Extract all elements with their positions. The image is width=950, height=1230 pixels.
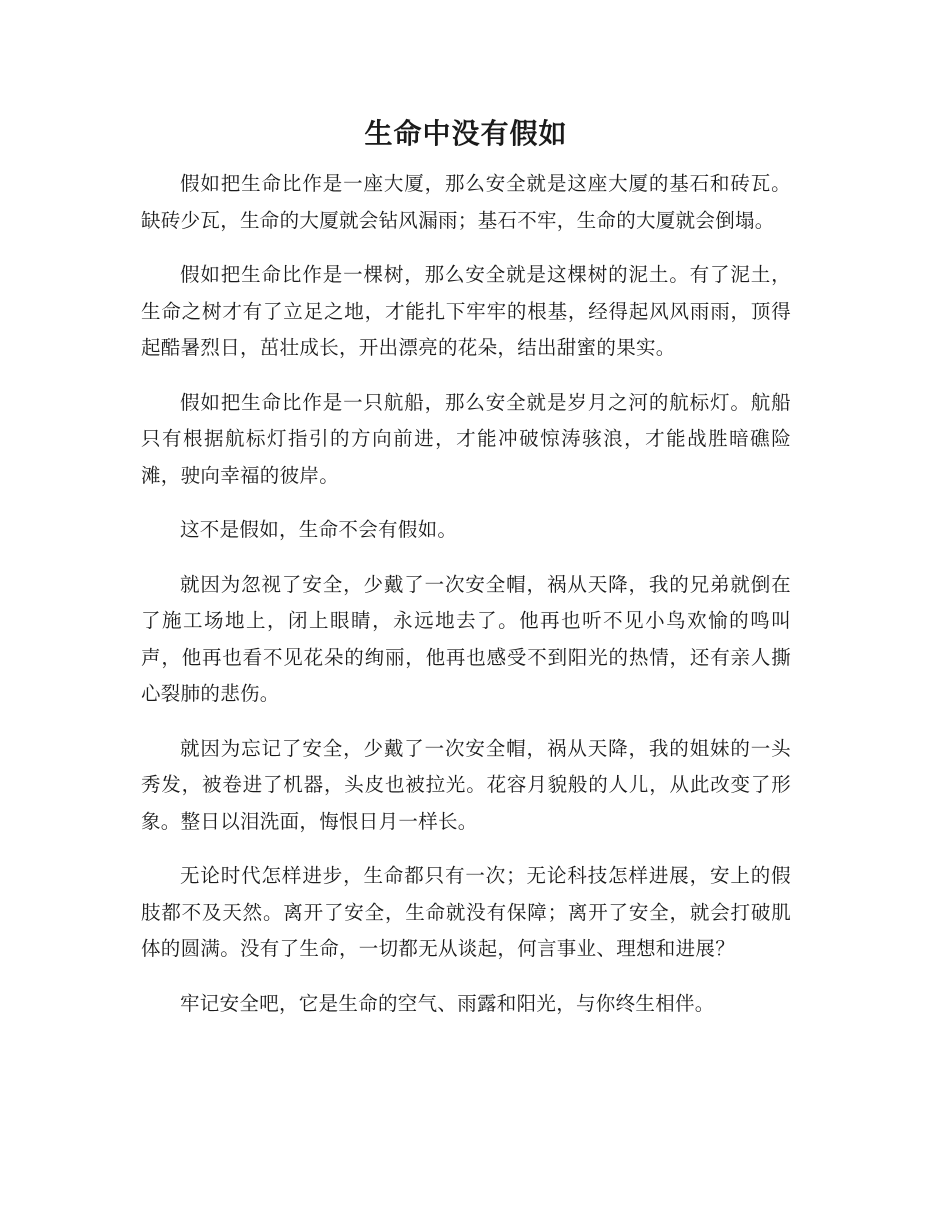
document-body: [141, 112, 791, 1040]
paragraph-4: 这不是假如，生命不会有假如。: [180, 518, 458, 541]
paragraph-8: 牢记安全吧，它是生命的空气、雨露和阳光，与你终生相伴。: [180, 991, 715, 1015]
document-title: 生命中没有假如: [364, 117, 568, 150]
paragraph-2: 假如把生命比作是一棵树，那么安全就是这棵树的泥土。有了泥土，生命之树才有了立足之地，才能扎下牢牢的根基，经得起风风雨雨，顶得起酷暑烈日，茁壮成长，开出漂亮的花朵，结出甜蜜的果实。: [141, 263, 791, 359]
paragraph-6: 就因为忘记了安全，少戴了一次安全帽，祸从天降，我的姐妹的一头秀发，被卷进了机器，头皮也被拉光。花容月貌般的人儿，从此改变了形象。整日以泪洗面，悔恨日月一样长。: [141, 736, 791, 833]
paragraph-7: 无论时代怎样进步，生命都只有一次；无论科技怎样进展，安上的假肢都不及天然。离开了安全，生命就没有保障；离开了安全，就会打破肌体的圆满。没有了生命，一切都无从谈起，何言事业、理想和进展？: [141, 864, 791, 960]
paragraph-3: 假如把生命比作是一只航船，那么安全就是岁月之河的航标灯。航船只有根据航标灯指引的方向前进，才能冲破惊涛骇浪，才能战胜暗礁险滩，驶向幸福的彼岸。: [141, 390, 791, 487]
paragraph-1: 假如把生命比作是一座大厦，那么安全就是这座大厦的基石和砖瓦。缺砖少瓦，生命的大厦就会钻风漏雨；基石不牢，生命的大厦就会倒塌。: [141, 172, 791, 232]
paragraph-5: 就因为忽视了安全，少戴了一次安全帽，祸从天降，我的兄弟就倒在了施工场地上，闭上眼睛，永远地去了。他再也听不见小鸟欢愉的鸣叫声，他再也看不见花朵的绚丽，他再也感受不到阳光的热情，还有亲人撕心裂肺的悲伤。: [141, 572, 791, 705]
